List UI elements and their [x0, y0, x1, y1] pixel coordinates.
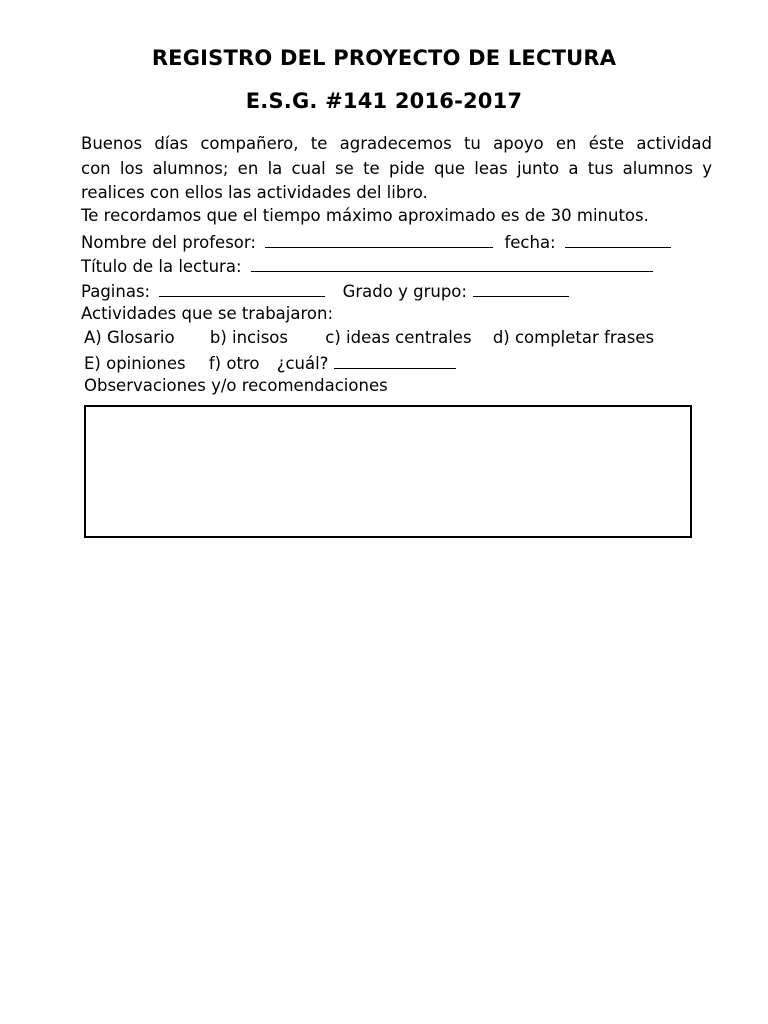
activity-options-row-2	[84, 352, 456, 374]
observations-box[interactable]	[84, 405, 692, 538]
option-opiniones[interactable]: E) opiniones	[84, 354, 186, 373]
intro-line-2: con los alumnos; en la cual se te pide que leas junto a tus alumnos y	[81, 158, 712, 178]
document-title: REGISTRO DEL PROYECTO DE LECTURA	[151, 46, 617, 70]
teacher-row	[81, 231, 671, 253]
option-glosario[interactable]: A) Glosario	[84, 328, 175, 347]
reminder-text: Te recordamos que el tiempo máximo aproximado es de 30 minutos.	[81, 206, 649, 225]
reading-title-field[interactable]	[251, 255, 653, 272]
pages-row	[81, 280, 569, 302]
intro-line-3: realices con ellos las actividades del libro.	[81, 183, 428, 202]
intro-paragraph	[81, 132, 712, 206]
option-incisos[interactable]: b) incisos	[209, 328, 289, 347]
pages-field[interactable]	[159, 280, 325, 297]
grade-field[interactable]	[473, 280, 569, 297]
document-subtitle: E.S.G. #141 2016-2017	[245, 89, 523, 113]
option-ideas-centrales[interactable]: c) ideas centrales	[325, 328, 472, 347]
teacher-label: Nombre del profesor:	[81, 233, 256, 252]
grade-label: Grado y grupo:	[342, 282, 467, 301]
option-completar-frases[interactable]: d) completar frases	[492, 328, 655, 347]
reading-title-row	[81, 255, 653, 277]
which-label: ¿cuál?	[276, 354, 329, 373]
option-otro[interactable]: f) otro	[208, 354, 260, 373]
other-activity-field[interactable]	[334, 352, 456, 369]
pages-label: Paginas:	[81, 282, 151, 301]
date-field[interactable]	[565, 231, 671, 248]
intro-line-1: Buenos días compañero, te agradecemos tu apoyo en éste actividad	[81, 134, 712, 153]
reading-title-label: Título de la lectura:	[81, 257, 242, 276]
activity-options-row-1	[84, 328, 654, 348]
activities-label: Actividades que se trabajaron:	[81, 304, 334, 323]
observations-label: Observaciones y/o recomendaciones	[84, 376, 388, 395]
teacher-name-field[interactable]	[265, 231, 493, 248]
date-label: fecha:	[504, 233, 556, 252]
